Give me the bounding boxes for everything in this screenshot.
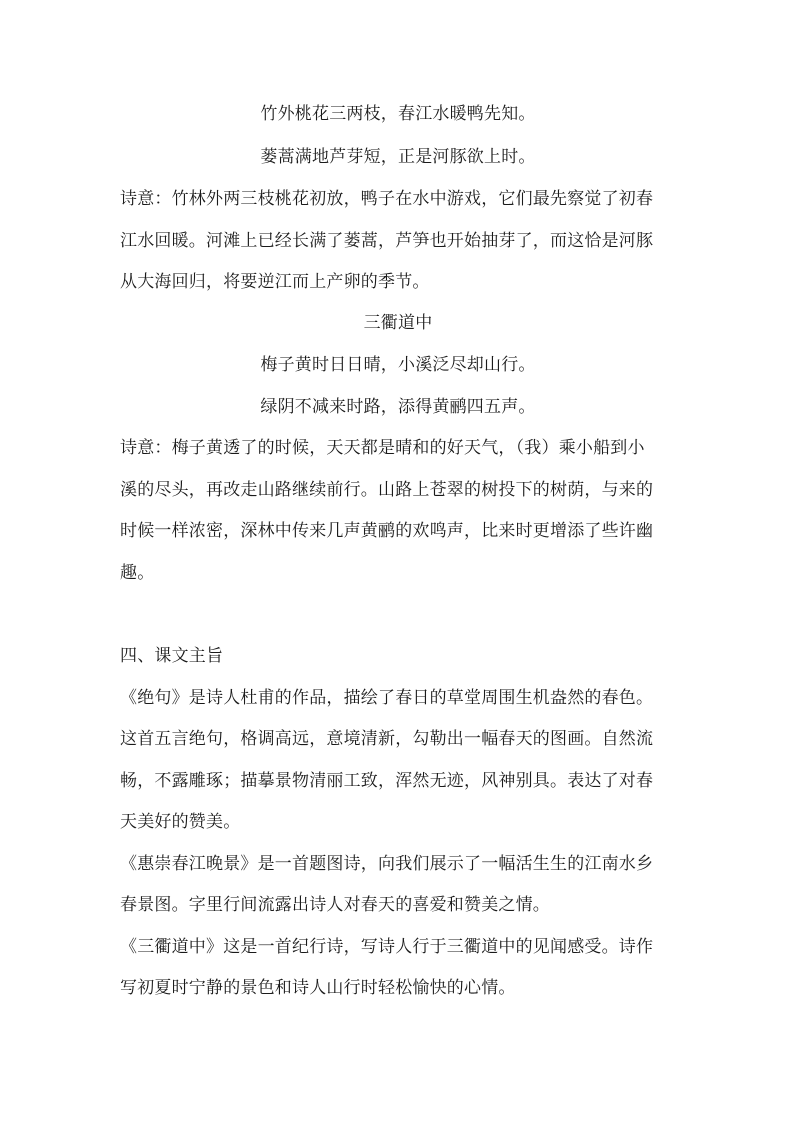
summary-line: 春景图。字里行间流露出诗人对春天的喜爱和赞美之情。 [120,895,550,915]
summary-line: 《绝句》是诗人杜甫的作品，描绘了春日的草堂周围生机盎然的春色。 [120,688,654,708]
poem-line: 梅子黄时日日晴，小溪泛尽却山行。 [260,355,536,375]
poem-meaning-line: 江水回暖。河滩上已经长满了蒌蒿，芦笋也开始抽芽了，而这恰是河豚 [120,231,654,251]
section-heading: 四、课文主旨 [120,646,224,666]
poem-meaning-line: 时候一样浓密，深林中传来几声黄鹂的欢鸣声，比来时更增添了些许幽 [120,521,654,541]
poem-title: 三衢道中 [363,313,433,333]
poem-meaning-line: 趣。 [120,563,155,583]
summary-line: 《三衢道中》这是一首纪行诗，写诗人行于三衢道中的见闻感受。诗作 [120,937,654,957]
poem-meaning-line: 诗意：梅子黄透了的时候，天天都是晴和的好天气，（我）乘小船到小 [120,438,645,458]
summary-line: 《惠崇春江晚景》是一首题图诗，向我们展示了一幅活生生的江南水乡 [120,854,654,874]
poem-line: 蒌蒿满地芦芽短，正是河豚欲上时。 [260,147,536,167]
summary-line: 畅，不露雕琢；描摹景物清丽工致，浑然无迹，风神别具。表达了对春 [120,771,654,791]
summary-line: 写初夏时宁静的景色和诗人山行时轻松愉快的心情。 [120,978,516,998]
poem-line: 竹外桃花三两枝，春江水暖鸭先知。 [260,104,536,124]
summary-line: 天美好的赞美。 [120,812,241,832]
summary-line: 这首五言绝句，格调高远，意境清新，勾勒出一幅春天的图画。自然流 [120,729,654,749]
poem-meaning-line: 从大海回归，将要逆江而上产卵的季节。 [120,272,430,292]
poem-line: 绿阴不减来时路，添得黄鹂四五声。 [260,397,536,417]
poem-meaning-line: 溪的尽头，再改走山路继续前行。山路上苍翠的树投下的树荫，与来的 [120,480,654,500]
poem-meaning-line: 诗意：竹林外两三枝桃花初放，鸭子在水中游戏，它们最先察觉了初春 [120,189,654,209]
